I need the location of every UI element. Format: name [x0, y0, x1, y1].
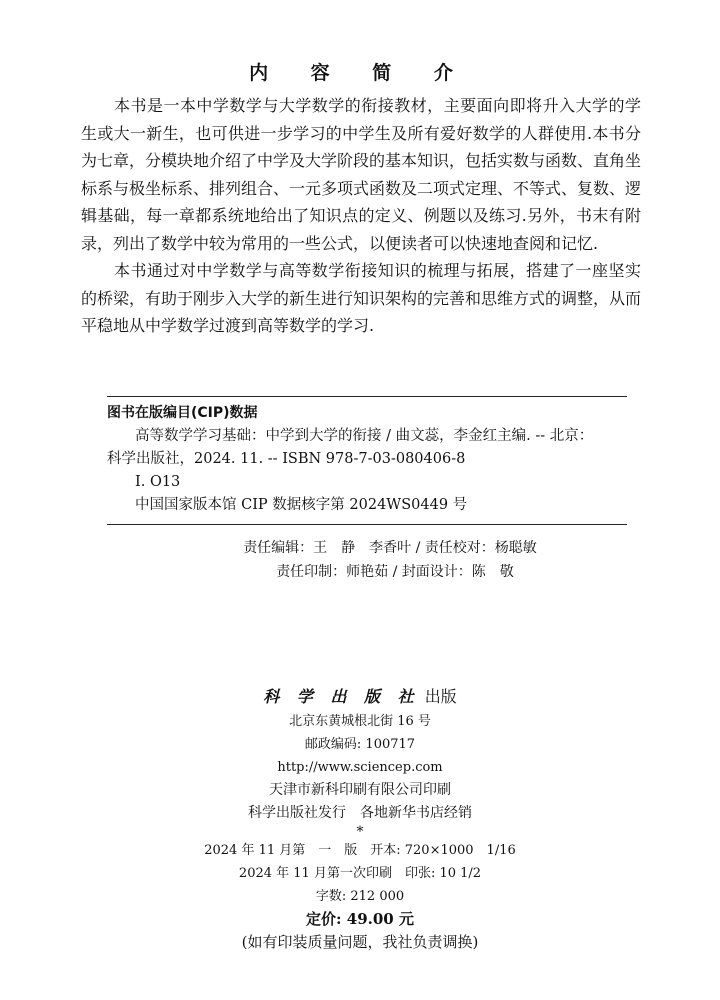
- publisher-name: 科 学 出 版 社: [263, 687, 420, 706]
- cip-line-record: 中国国家版本馆 CIP 数据核字第 2024WS0449 号: [135, 497, 468, 513]
- publisher-url: http://www.sciencep.com: [277, 760, 443, 775]
- publisher-suffix: 出版: [424, 687, 457, 706]
- separator-star: *: [356, 824, 364, 840]
- staff-line-editors: 责任编辑：王 静 李香叶 / 责任校对：杨聪敏: [243, 540, 537, 556]
- printing-line: 2024 年 11 月第一次印刷 印张: 10 1/2: [238, 866, 482, 881]
- summary-paragraph-2: 本书通过对中学数学与高等数学衔接知识的梳理与拓展，搭建了一座坚实的桥梁，有助于刚步入大学的新生进行知识架构的完善和思维方式的调整，从而平稳地从中学数学过渡到高等数学的学习.: [81, 261, 642, 335]
- edition-line: 2024 年 11 月第 一 版 开本: 720×1000 1/16: [204, 843, 516, 858]
- publisher-line: [0, 684, 720, 710]
- cip-line-title: 高等数学学习基础：中学到大学的衔接 / 曲文蕊，李金红主编. -- 北京：: [135, 428, 594, 444]
- cip-line-classification: I. O13: [135, 474, 181, 490]
- printer-line: 天津市新科印刷有限公司印刷: [269, 782, 451, 798]
- staff-credits: [0, 536, 720, 584]
- publisher-postcode: 邮政编码: 100717: [304, 737, 416, 752]
- cip-line-isbn: 科学出版社，2024. 11. -- ISBN 978-7-03-080406-8: [107, 451, 466, 467]
- cip-top-rule: [107, 396, 627, 397]
- publisher-block: [0, 684, 720, 954]
- price-line: 定价: 49.00 元: [306, 910, 414, 928]
- summary-section: [81, 92, 641, 340]
- summary-paragraph-1: 本书是一本中学数学与大学数学的衔接教材，主要面向即将升入大学的学生或大一新生，也可供进一步学习的中学生及所有爱好数学的人群使用.本书分为七章，分模块地介绍了中学及大学阶段的基本知识，包括实数与函数、直角坐标系与极坐标系、排列组合、一元多项式函数及二项式定理、不等式、复数、逻辑基础，每一章都系统地给出了知识点的定义、例题以及练习.另外，书末有附录，列出了数学中较为常用的一些公式，以便读者可以快速地查阅和记忆.: [81, 96, 642, 253]
- staff-line-production: 责任印制：师艳茹 / 封面设计：陈 敬: [276, 564, 514, 580]
- cip-heading: 图书在版编目(CIP)数据: [107, 405, 258, 421]
- page-title: 内 容 简 介: [249, 62, 471, 84]
- cip-block: [107, 402, 627, 517]
- publisher-address: 北京东黄城根北街 16 号: [289, 714, 431, 729]
- distribution-line: 科学出版社发行 各地新华书店经销: [248, 805, 472, 821]
- quality-notice: (如有印装质量问题，我社负责调换): [241, 933, 479, 951]
- word-count: 字数: 212 000: [315, 889, 405, 904]
- cip-bottom-rule: [107, 524, 627, 525]
